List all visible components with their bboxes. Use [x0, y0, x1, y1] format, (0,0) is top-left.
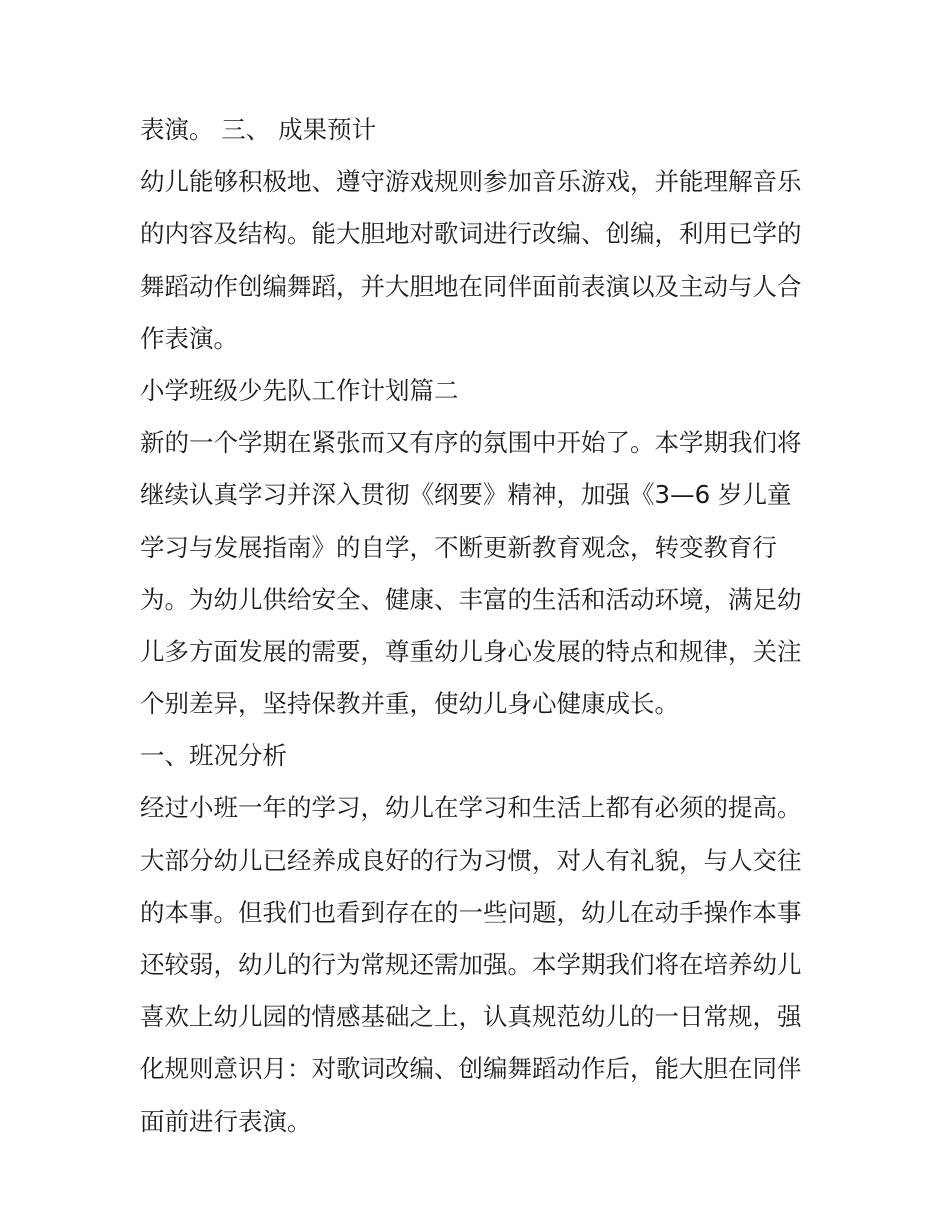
text-line: 幼儿能够积极地、遵守游戏规则参加音乐游戏，并能理解音乐 — [140, 167, 802, 197]
document-body — [140, 108, 815, 1152]
text-line: 新的一个学期在紧张而又有序的氛围中开始了。本学期我们将 — [140, 428, 802, 458]
text-line: 为。为幼儿供给安全、健康、丰富的生活和活动环境，满足幼 — [140, 584, 802, 614]
text-line: 表演。 三、 成果预计 — [140, 115, 377, 144]
text-line: 喜欢上幼儿园的情感基础之上，认真规范幼儿的一日常规，强 — [140, 1002, 802, 1032]
text-line: 化规则意识月：对歌词改编、创编舞蹈动作后，能大胆在同伴 — [140, 1054, 802, 1084]
text-line: 个别差异，坚持保教并重，使幼儿身心健康成长。 — [140, 689, 679, 719]
section-heading: 一、班况分析 — [140, 741, 287, 771]
section-heading: 小学班级少先队工作计划篇二 — [140, 375, 459, 405]
text-line: 作表演。 — [140, 323, 238, 353]
text-line: 儿多方面发展的需要，尊重幼儿身心发展的特点和规律，关注 — [140, 636, 802, 666]
text-line: 舞蹈动作创编舞蹈，并大胆地在同伴面前表演以及主动与人合 — [140, 271, 802, 301]
text-line: 经过小班一年的学习，幼儿在学习和生活上都有必须的提高。 — [140, 793, 802, 823]
text-line: 大部分幼儿已经养成良好的行为习惯，对人有礼貌，与人交往 — [140, 845, 802, 875]
text-line: 的内容及结构。能大胆地对歌词进行改编、创编，利用已学的 — [140, 219, 802, 249]
text-line: 还较弱，幼儿的行为常规还需加强。本学期我们将在培养幼儿 — [140, 950, 802, 979]
text-line: 的本事。但我们也看到存在的一些问题，幼儿在动手操作本事 — [140, 897, 802, 927]
text-line: 学习与发展指南》的自学，不断更新教育观念，转变教育行 — [140, 532, 777, 562]
text-line: 继续认真学习并深入贯彻《纲要》精神，加强《3—6 岁儿童 — [140, 480, 792, 510]
text-line: 面前进行表演。 — [140, 1106, 312, 1136]
